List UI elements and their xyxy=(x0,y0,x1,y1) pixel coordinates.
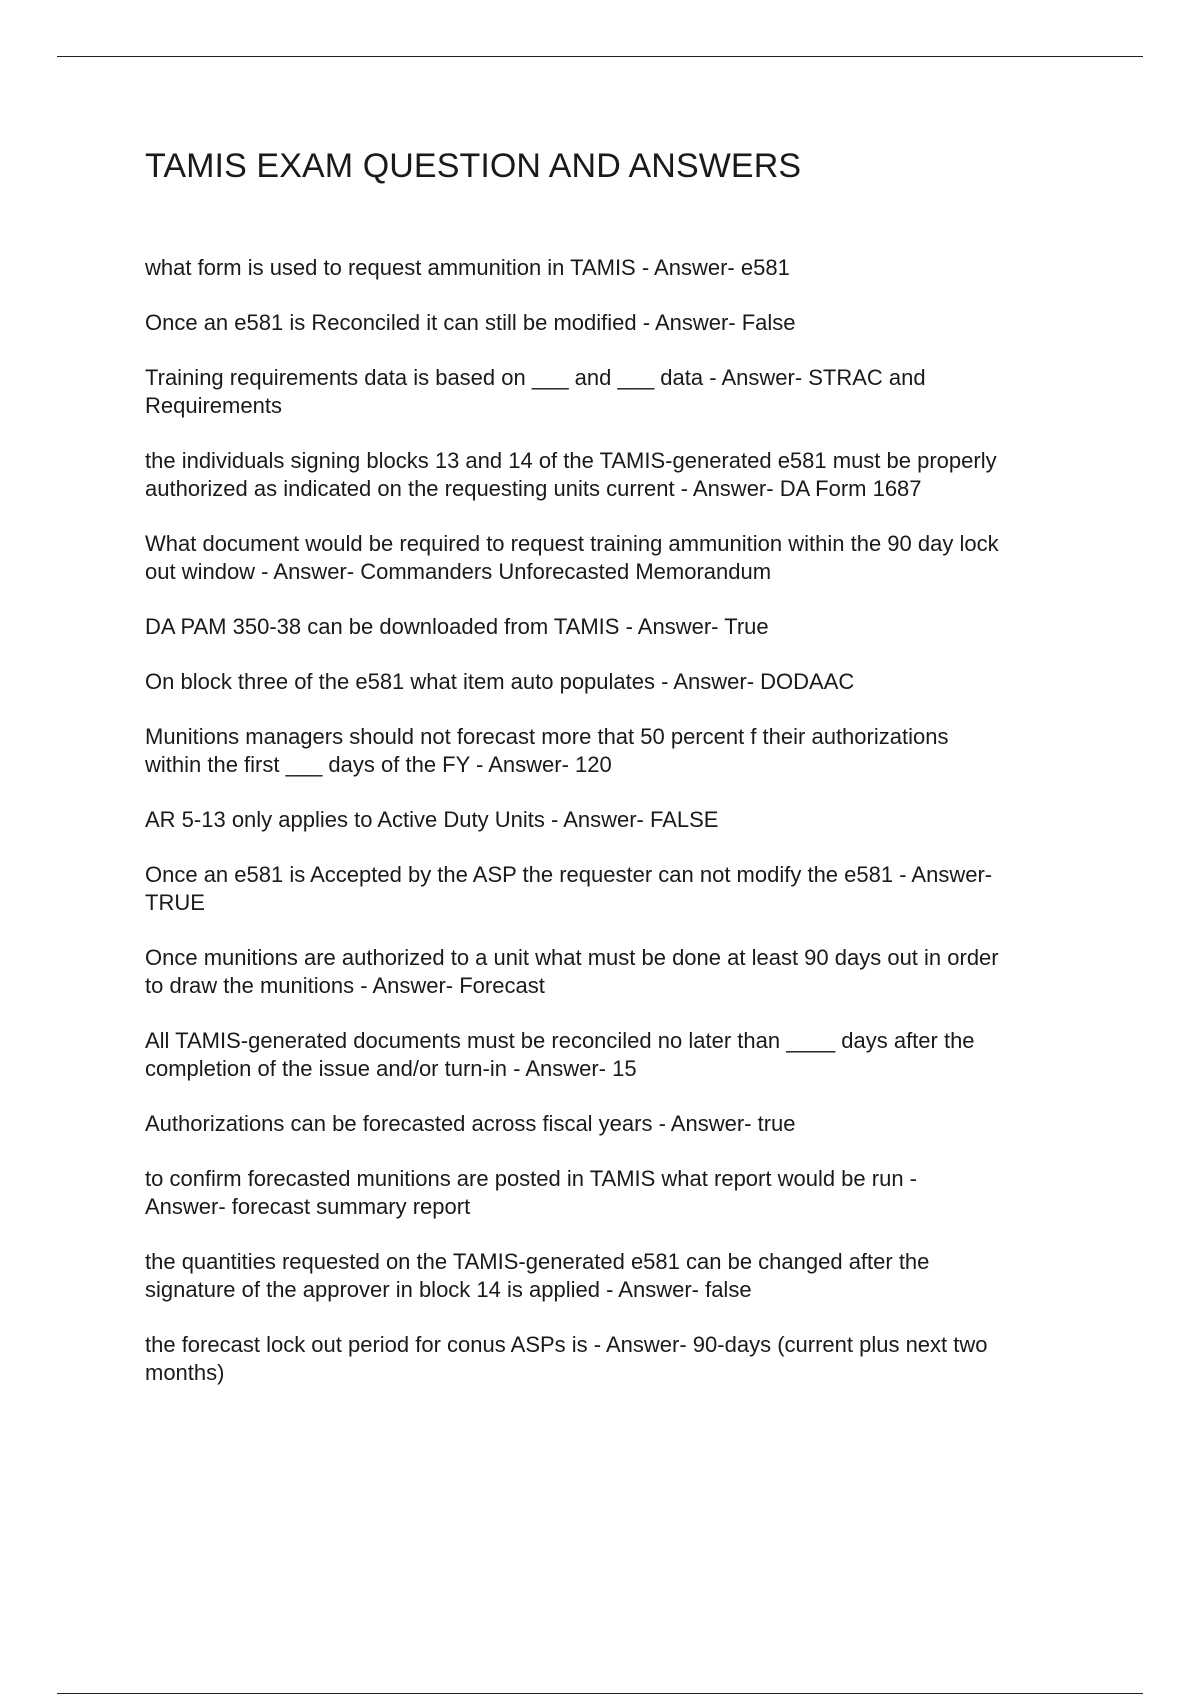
qa-item: to confirm forecasted munitions are posted in TAMIS what report would be run - Answer- forecast summary report xyxy=(145,1166,917,1219)
qa-item: the quantities requested on the TAMIS-generated e581 can be changed after the signature of the approver in block 14 is applied - Answer- false xyxy=(145,1249,930,1302)
qa-item: Once an e581 is Reconciled it can still be modified - Answer- False xyxy=(145,310,796,335)
qa-item: the individuals signing blocks 13 and 14 of the TAMIS-generated e581 must be properly authorized as indicated on the requesting units current - Answer- DA Form 1687 xyxy=(145,448,997,501)
qa-item: What document would be required to request training ammunition within the 90 day lock out window - Answer- Commanders Unforecasted Memorandum xyxy=(145,531,999,584)
qa-item: DA PAM 350-38 can be downloaded from TAMIS - Answer- True xyxy=(145,614,769,639)
qa-item: Authorizations can be forecasted across fiscal years - Answer- true xyxy=(145,1111,796,1136)
qa-item: Once munitions are authorized to a unit what must be done at least 90 days out in order to draw the munitions - Answer- Forecast xyxy=(145,945,999,998)
qa-item: the forecast lock out period for conus ASPs is - Answer- 90-days (current plus next two months) xyxy=(145,1332,988,1385)
question-answer-list xyxy=(145,254,1095,1387)
qa-item: what form is used to request ammunition in TAMIS - Answer- e581 xyxy=(145,255,790,280)
qa-item: Training requirements data is based on ___ and ___ data - Answer- STRAC and Requirements xyxy=(145,365,926,418)
qa-item: AR 5-13 only applies to Active Duty Units - Answer- FALSE xyxy=(145,807,719,832)
footer-rule xyxy=(57,1693,1143,1694)
document-title: TAMIS EXAM QUESTION AND ANSWERS xyxy=(145,147,802,185)
document-body xyxy=(145,136,1095,1414)
qa-item: Once an e581 is Accepted by the ASP the requester can not modify the e581 - Answer- TRUE xyxy=(145,862,993,915)
qa-item: Munitions managers should not forecast more that 50 percent f their authorizations within the first ___ days of the FY - Answer- 120 xyxy=(145,724,949,777)
qa-item: All TAMIS-generated documents must be reconciled no later than ____ days after the completion of the issue and/or turn-in - Answer- 15 xyxy=(145,1028,975,1081)
header-rule xyxy=(57,56,1143,57)
qa-item: On block three of the e581 what item auto populates - Answer- DODAAC xyxy=(145,669,855,694)
